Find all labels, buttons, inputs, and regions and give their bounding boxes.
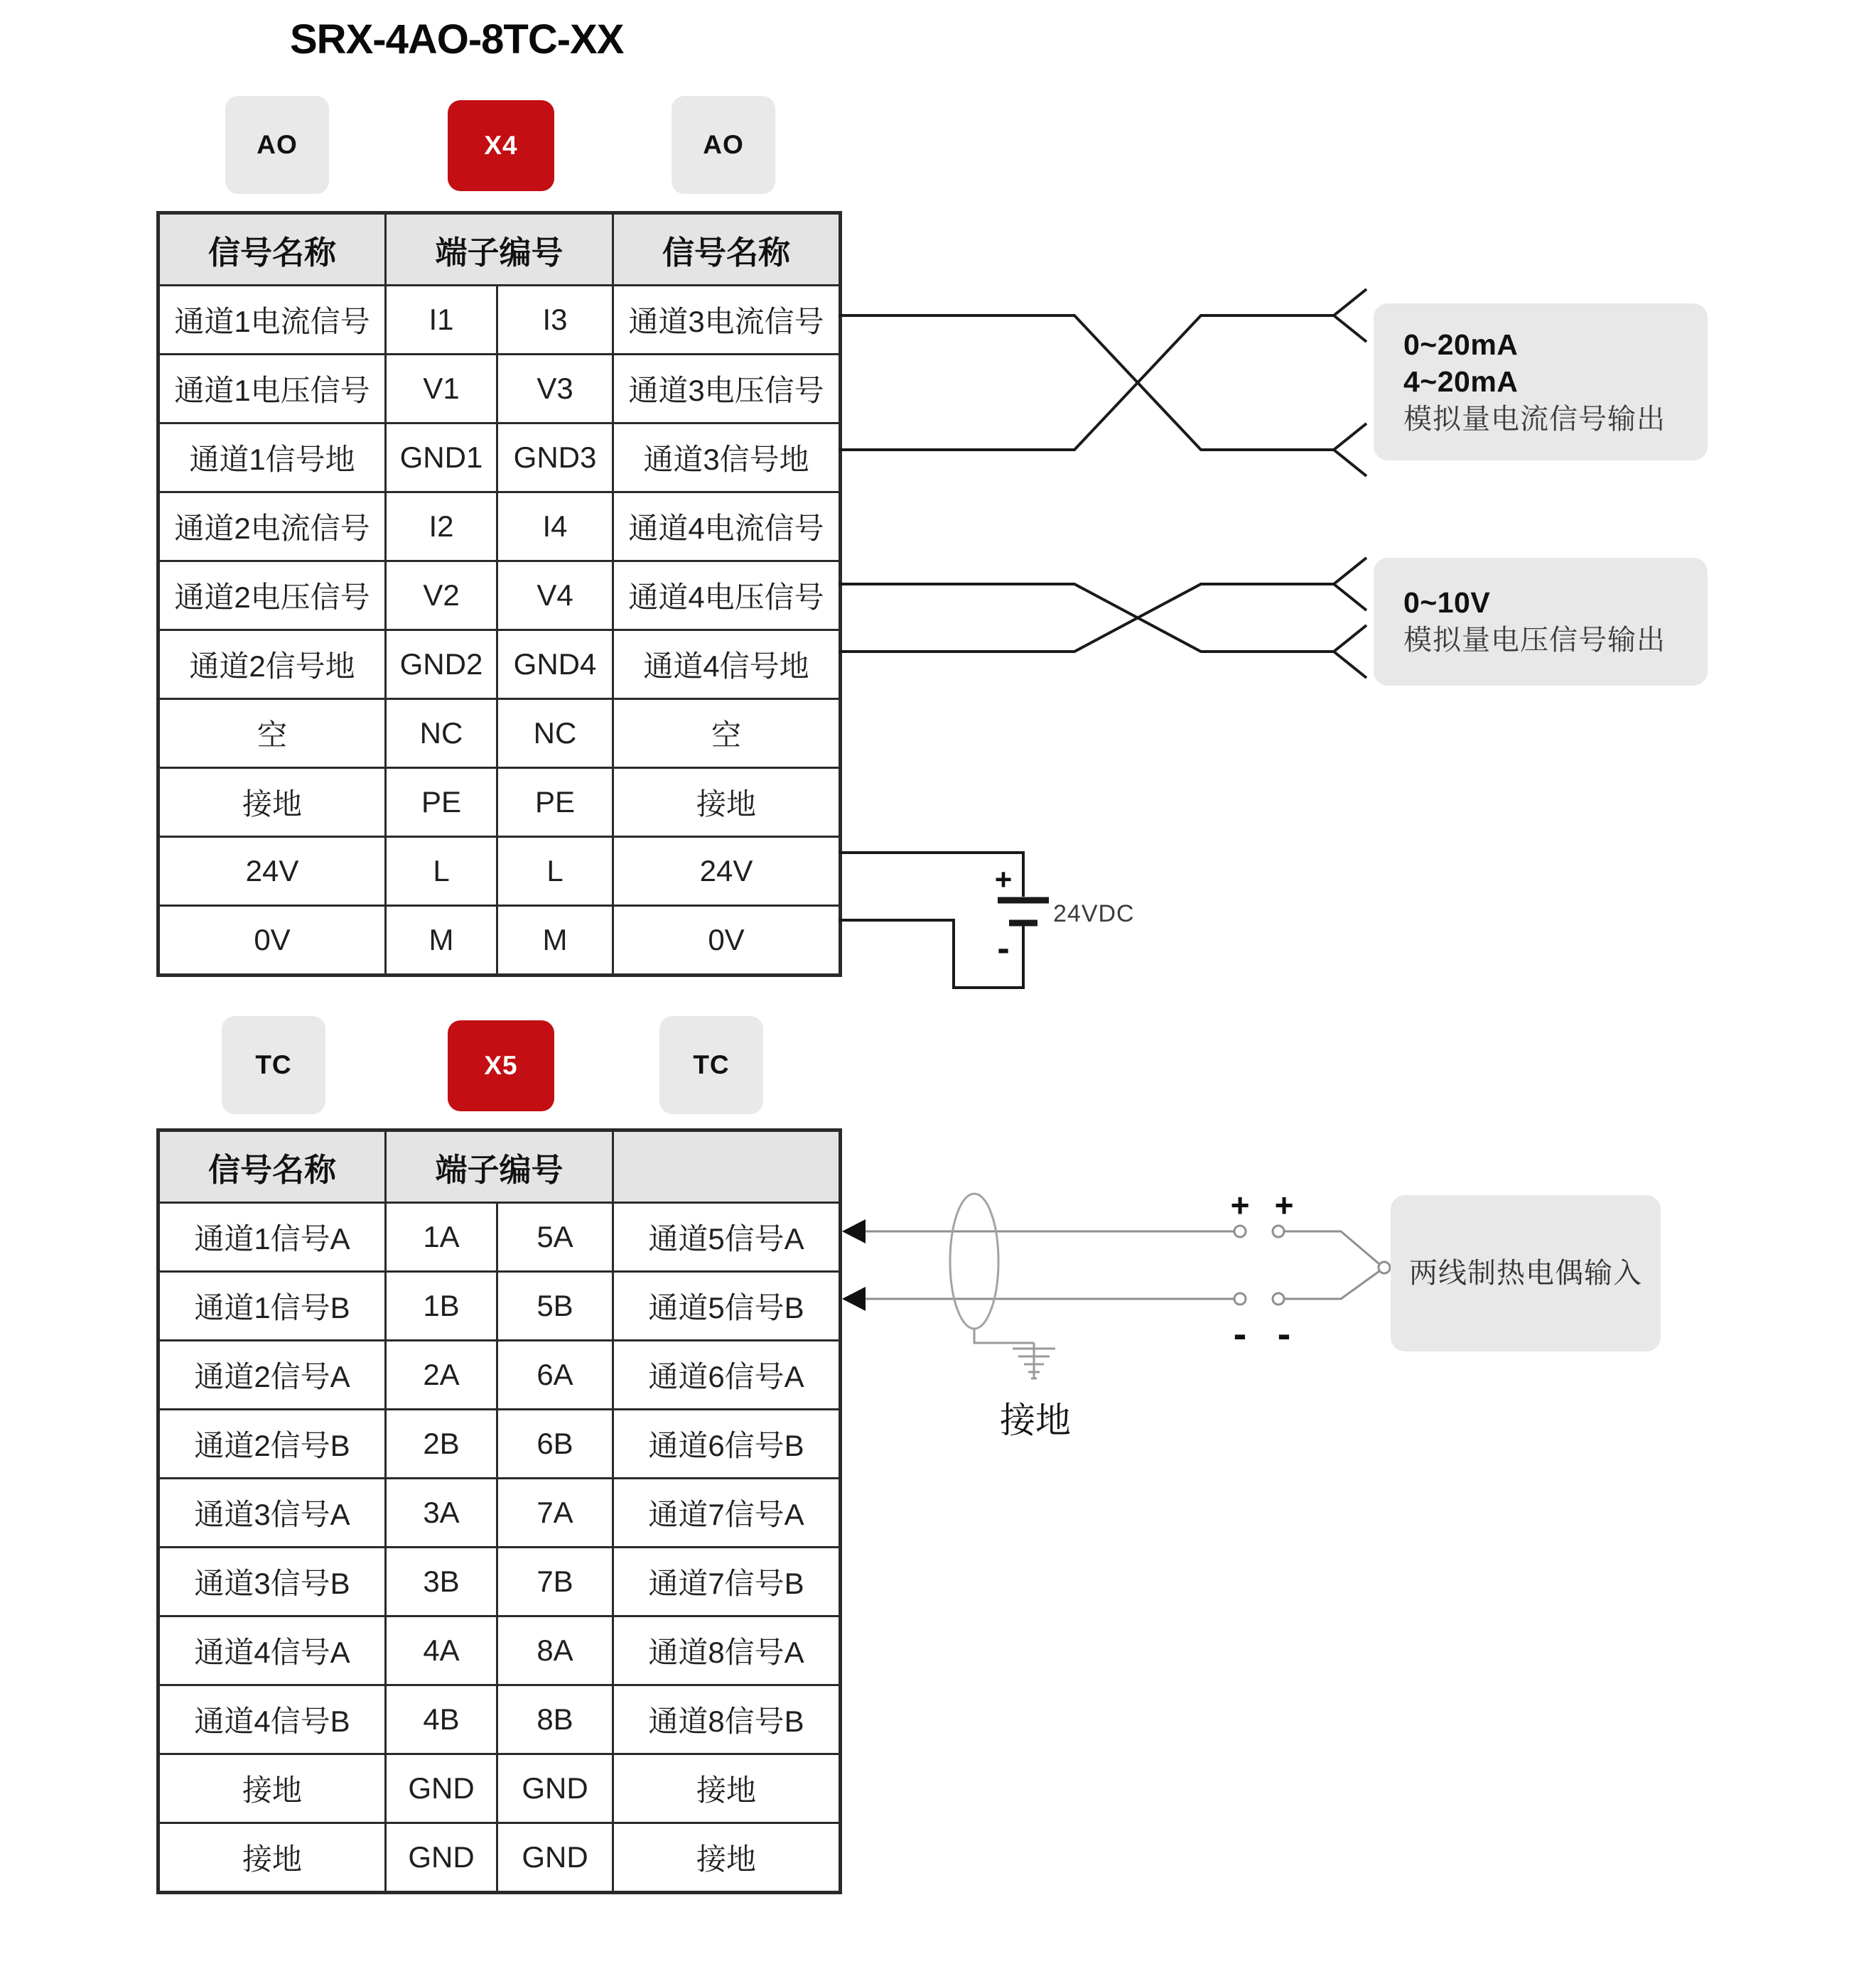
current-output-note	[1374, 303, 1708, 460]
output-fork-icon	[1334, 289, 1366, 342]
badge-connector-x5: X5	[448, 1020, 554, 1111]
table-cell: 通道2信号地	[158, 630, 386, 699]
badge-tc-left: TC	[222, 1016, 325, 1114]
table-cell: 6A	[497, 1341, 613, 1410]
table-cell: V2	[386, 561, 497, 630]
cable-shield-icon	[950, 1194, 998, 1329]
table-cell: GND	[386, 1754, 497, 1823]
table-cell: GND	[497, 1823, 613, 1893]
thermocouple-junction-dot	[1379, 1262, 1390, 1273]
table-cell: 通道7信号A	[613, 1479, 841, 1548]
table-cell: GND2	[386, 630, 497, 699]
shield-ground-label: 接地	[1000, 1400, 1071, 1440]
table-cell: V4	[497, 561, 613, 630]
table-cell: 通道1电压信号	[158, 355, 386, 423]
battery-minus-label: -	[997, 928, 1010, 969]
table-cell: 通道2电流信号	[158, 492, 386, 561]
table-cell: 通道6信号B	[613, 1410, 841, 1479]
table-cell: 接地	[613, 1823, 841, 1893]
badge-tc-right: TC	[659, 1016, 763, 1114]
badge-ao-left: AO	[225, 96, 329, 194]
table-cell: 接地	[613, 768, 841, 837]
table-cell: PE	[497, 768, 613, 837]
table-cell: 1B	[386, 1272, 497, 1341]
table-cell: 通道1信号地	[158, 423, 386, 492]
earth-ground-icon	[1013, 1343, 1055, 1378]
table-cell: 通道8信号A	[613, 1616, 841, 1685]
table-cell: 通道1信号A	[158, 1203, 386, 1272]
table-cell: 24V	[613, 837, 841, 906]
table-cell: 通道3电流信号	[613, 286, 841, 355]
table-cell: M	[497, 906, 613, 976]
header-signal-name-left: 信号名称	[158, 213, 386, 286]
twisted-pair-voltage-wires	[839, 558, 1366, 678]
badge-ao-right: AO	[672, 96, 775, 194]
table-cell: 7A	[497, 1479, 613, 1548]
badge-connector-x4: X4	[448, 100, 554, 191]
table-cell: 通道3电压信号	[613, 355, 841, 423]
table-cell: 通道2信号A	[158, 1341, 386, 1410]
table-cell: GND	[497, 1754, 613, 1823]
note-line: 0~10V	[1403, 586, 1491, 619]
table-cell: 通道2信号B	[158, 1410, 386, 1479]
table-cell: 4A	[386, 1616, 497, 1685]
table-cell: 通道4信号地	[613, 630, 841, 699]
table-cell: 通道3信号A	[158, 1479, 386, 1548]
table-cell: V3	[497, 355, 613, 423]
table-cell: I1	[386, 286, 497, 355]
table-cell: GND1	[386, 423, 497, 492]
table-cell: GND	[386, 1823, 497, 1893]
header-terminal-number: 端子编号	[386, 213, 613, 286]
table-cell: 通道5信号A	[613, 1203, 841, 1272]
table-cell: 5B	[497, 1272, 613, 1341]
thermocouple-arrowheads	[842, 1219, 866, 1311]
table-cell: 空	[158, 699, 386, 768]
output-fork-icon	[1334, 625, 1366, 678]
page-title: SRX-4AO-8TC-XX	[290, 16, 624, 63]
output-fork-icon	[1334, 423, 1366, 476]
table-cell: 接地	[158, 1823, 386, 1893]
table-cell: PE	[386, 768, 497, 837]
table-cell: 8B	[497, 1685, 613, 1754]
table-cell: 通道1电流信号	[158, 286, 386, 355]
table-cell: 0V	[613, 906, 841, 976]
thermocouple-wires	[866, 1194, 1390, 1378]
table-cell: 通道8信号B	[613, 1685, 841, 1754]
table-cell: 6B	[497, 1410, 613, 1479]
table-cell: 通道1信号B	[158, 1272, 386, 1341]
table-cell: 空	[613, 699, 841, 768]
table-cell: 7B	[497, 1548, 613, 1616]
table-cell: 8A	[497, 1616, 613, 1685]
table-cell: 通道6信号A	[613, 1341, 841, 1410]
note-line: 0~20mA	[1403, 328, 1519, 361]
table-cell: V1	[386, 355, 497, 423]
note-line: 4~20mA	[1403, 365, 1519, 398]
table-cell: 0V	[158, 906, 386, 976]
table-cell: NC	[386, 699, 497, 768]
table-cell: 2B	[386, 1410, 497, 1479]
power-supply-wires	[839, 853, 1049, 988]
output-fork-icon	[1334, 558, 1366, 610]
table-cell: 4B	[386, 1685, 497, 1754]
twisted-pair-current-wires	[839, 289, 1366, 476]
table-cell: 通道4电流信号	[613, 492, 841, 561]
tc-plus-label: +	[1230, 1187, 1250, 1224]
table-cell: 通道4信号A	[158, 1616, 386, 1685]
table-cell: 通道3信号B	[158, 1548, 386, 1616]
table-cell: I2	[386, 492, 497, 561]
arrowhead-icon	[842, 1219, 866, 1243]
table-cell: 通道4电压信号	[613, 561, 841, 630]
table-cell: M	[386, 906, 497, 976]
header-signal-name-right: 信号名称	[613, 213, 841, 286]
note-line: 模拟量电压信号输出	[1403, 625, 1666, 656]
tc-minus-label: -	[1277, 1311, 1291, 1356]
arrowhead-icon	[842, 1287, 866, 1311]
table-cell: 接地	[158, 1754, 386, 1823]
table-cell: 接地	[158, 768, 386, 837]
table-cell: GND4	[497, 630, 613, 699]
tc-minus-label: -	[1233, 1311, 1247, 1356]
table-cell: GND3	[497, 423, 613, 492]
table-cell: 通道7信号B	[613, 1548, 841, 1616]
table-cell: 通道2电压信号	[158, 561, 386, 630]
battery-icon	[998, 900, 1049, 923]
header-signal-name-left: 信号名称	[158, 1130, 386, 1203]
table-cell: 3A	[386, 1479, 497, 1548]
tc-plus-label: +	[1274, 1187, 1294, 1224]
table-cell: 3B	[386, 1548, 497, 1616]
table-cell: L	[386, 837, 497, 906]
table-cell: 通道3信号地	[613, 423, 841, 492]
table-cell: 5A	[497, 1203, 613, 1272]
table-cell: I4	[497, 492, 613, 561]
table-cell: 2A	[386, 1341, 497, 1410]
thermocouple-input-note	[1391, 1195, 1661, 1351]
note-line: 模拟量电流信号输出	[1403, 403, 1666, 435]
table-cell: 24V	[158, 837, 386, 906]
table-cell: 接地	[613, 1754, 841, 1823]
battery-plus-label: +	[994, 863, 1013, 896]
header-terminal-number: 端子编号	[386, 1130, 613, 1203]
voltage-output-note	[1374, 558, 1708, 686]
table-cell: 通道4信号B	[158, 1685, 386, 1754]
power-voltage-label: 24VDC	[1053, 900, 1135, 927]
note-line: 两线制热电偶输入	[1409, 1258, 1642, 1289]
table-cell: 通道5信号B	[613, 1272, 841, 1341]
table-cell: 1A	[386, 1203, 497, 1272]
table-cell: L	[497, 837, 613, 906]
table-cell: NC	[497, 699, 613, 768]
table-cell: I3	[497, 286, 613, 355]
